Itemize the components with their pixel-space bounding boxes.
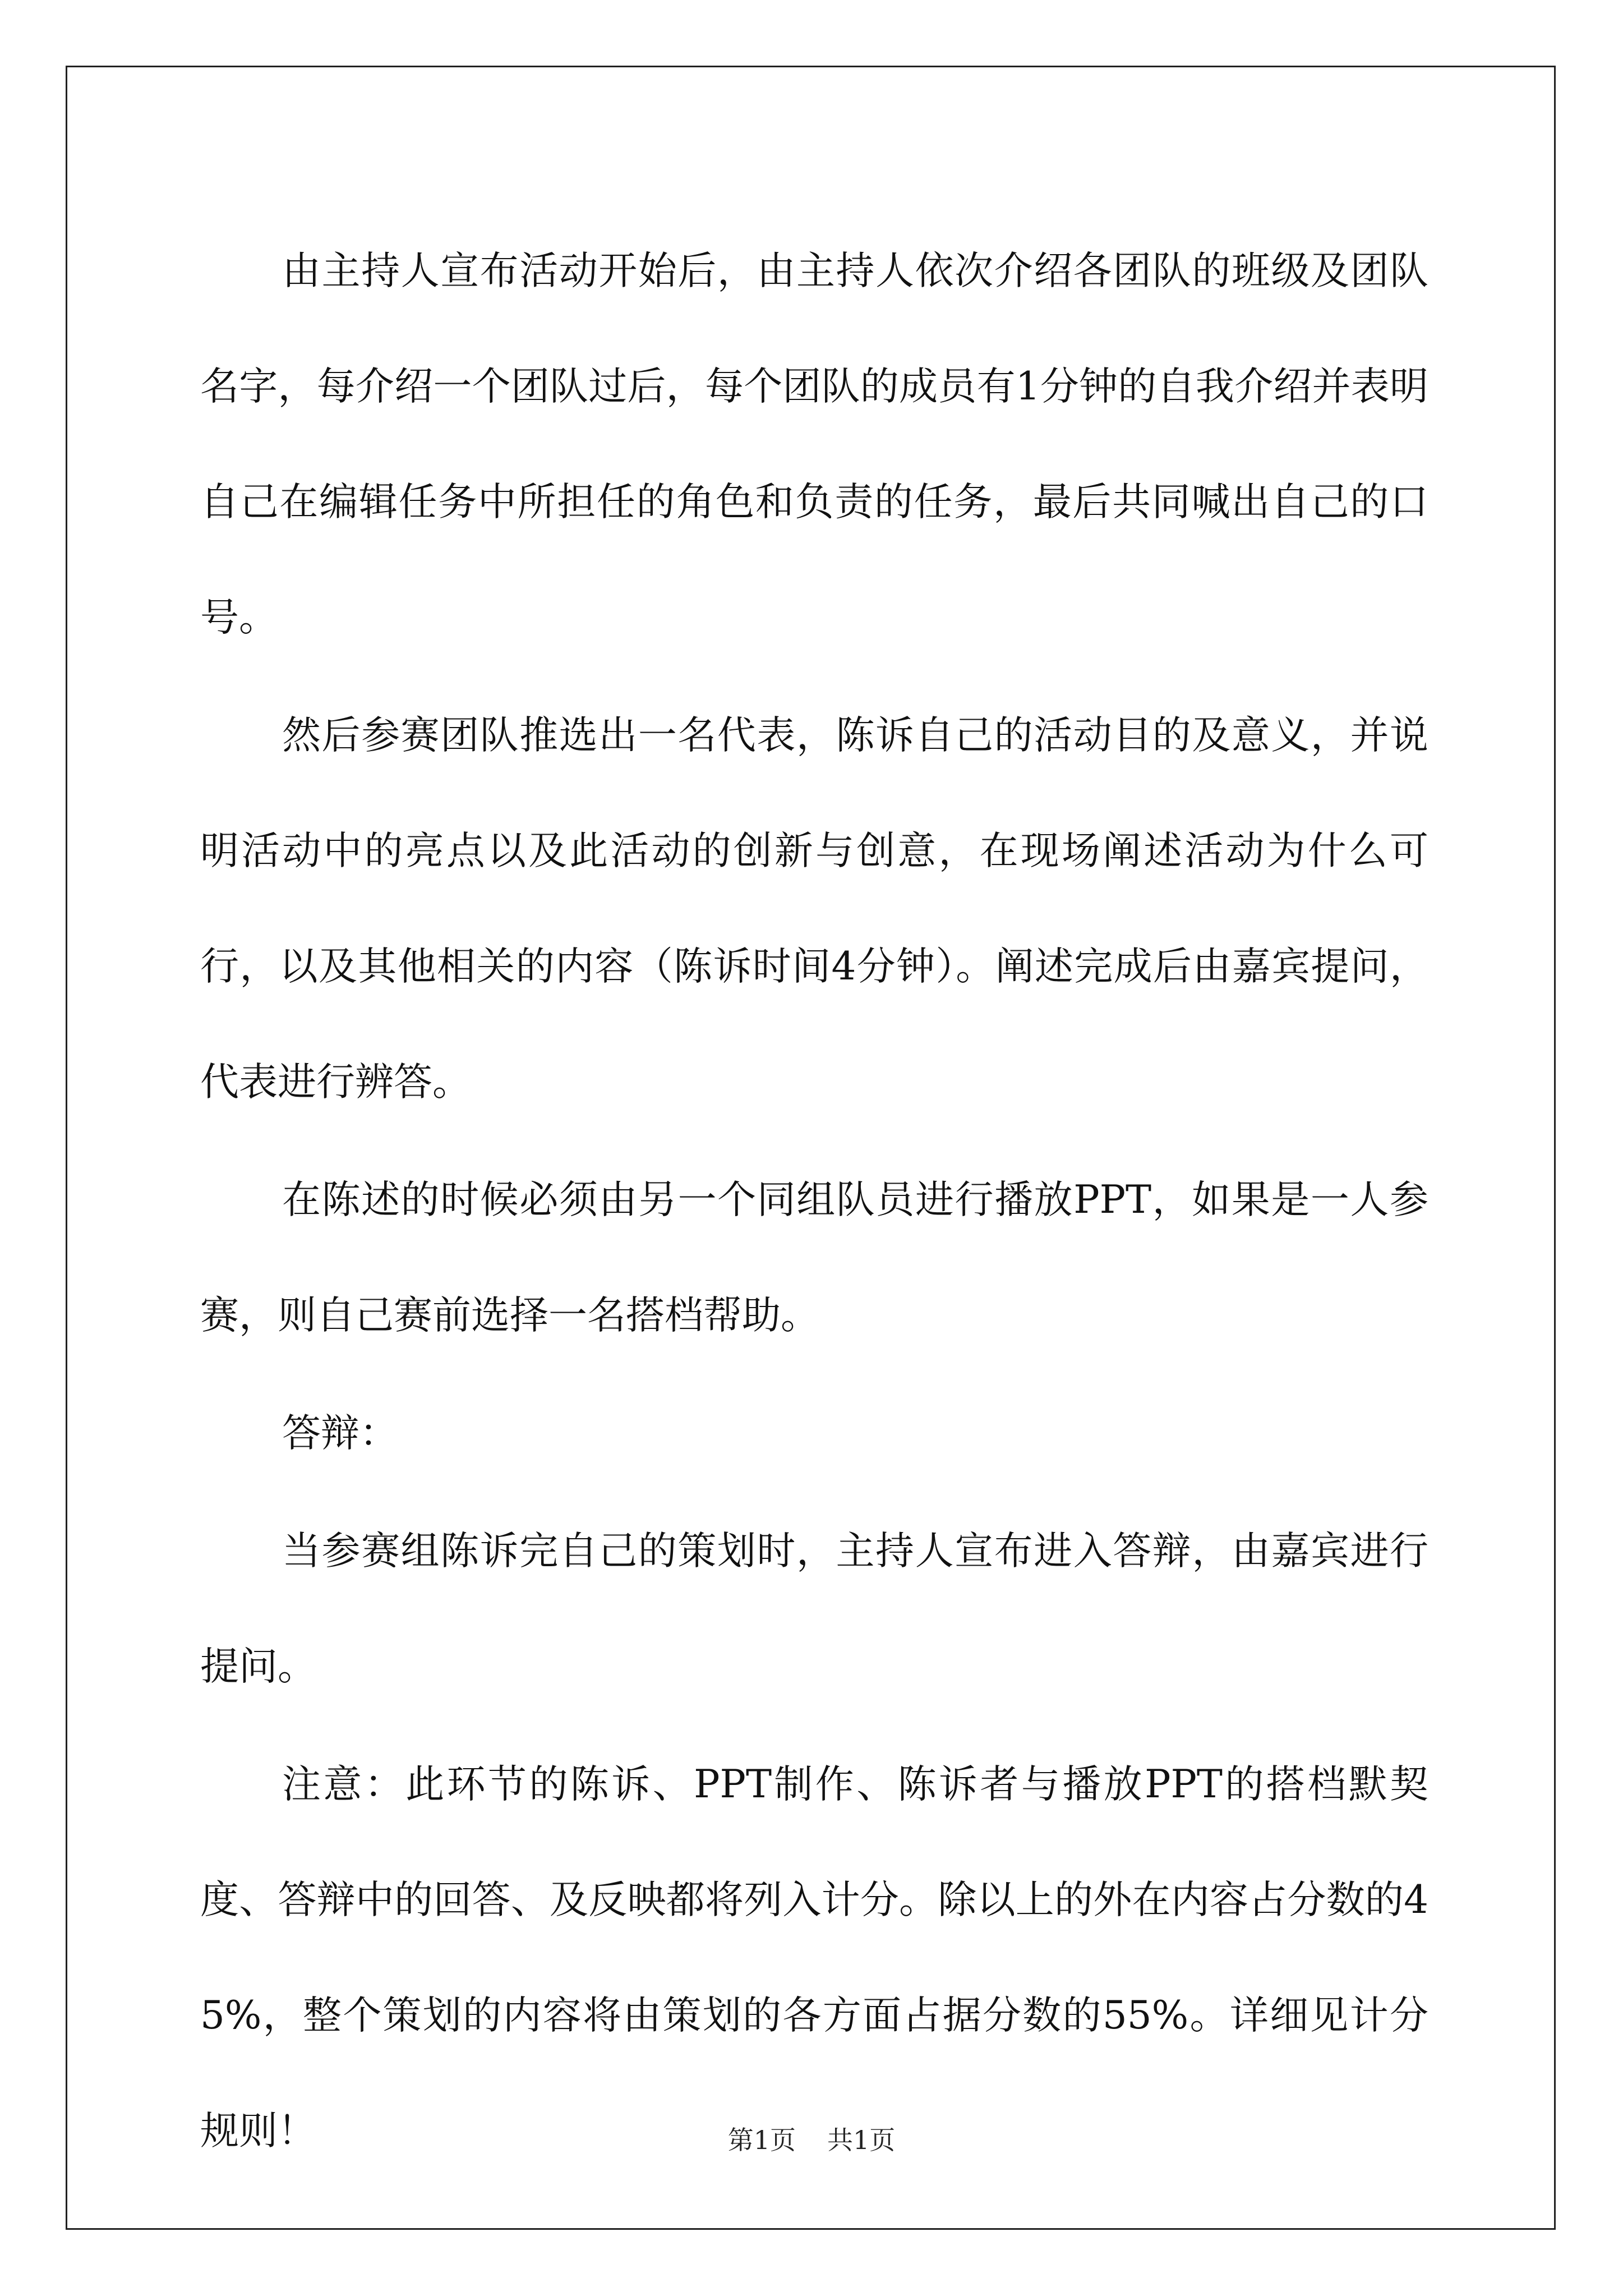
paragraph-intro: 由主持人宣布活动开始后，由主持人依次介绍各团队的班级及团队名字，每介绍一个团队过后，每个团队的成员有1分钟的自我介绍并表明自己在编辑任务中所担任的角色和负责的任务，最后共同喊出自己的口号。: [200, 249, 1428, 640]
paragraph-note: 注意：此环节的陈诉、PPT制作、陈诉者与播放PPT的搭档默契度、答辩中的回答、及反映都将列入计分。除以上的外在内容占分数的45%，整个策划的内容将由策划的各方面占据分数的55%。详细见计分规则！: [200, 1762, 1428, 2154]
paragraph-defense-heading: 答辩：: [282, 1411, 398, 1456]
page-number: 第1页: [727, 2125, 796, 2155]
page-footer: [0, 2123, 1623, 2157]
paragraph-representative: 然后参赛团队推选出一名代表，陈诉自己的活动目的及意义，并说明活动中的亮点以及此活动的创新与创意，在现场阐述活动为什么可行，以及其他相关的内容（陈诉时间4分钟）。阐述完成后由嘉宾提问，代表进行辨答。: [200, 713, 1428, 1105]
paragraph-ppt: 在陈述的时候必须由另一个同组队员进行播放PPT，如果是一人参赛，则自己赛前选择一名搭档帮助。: [200, 1177, 1428, 1338]
page-total: 共1页: [827, 2125, 896, 2155]
paragraph-defense: 当参赛组陈诉完自己的策划时，主持人宣布进入答辩，由嘉宾进行提问。: [200, 1529, 1428, 1689]
document-body: [200, 213, 1428, 2189]
